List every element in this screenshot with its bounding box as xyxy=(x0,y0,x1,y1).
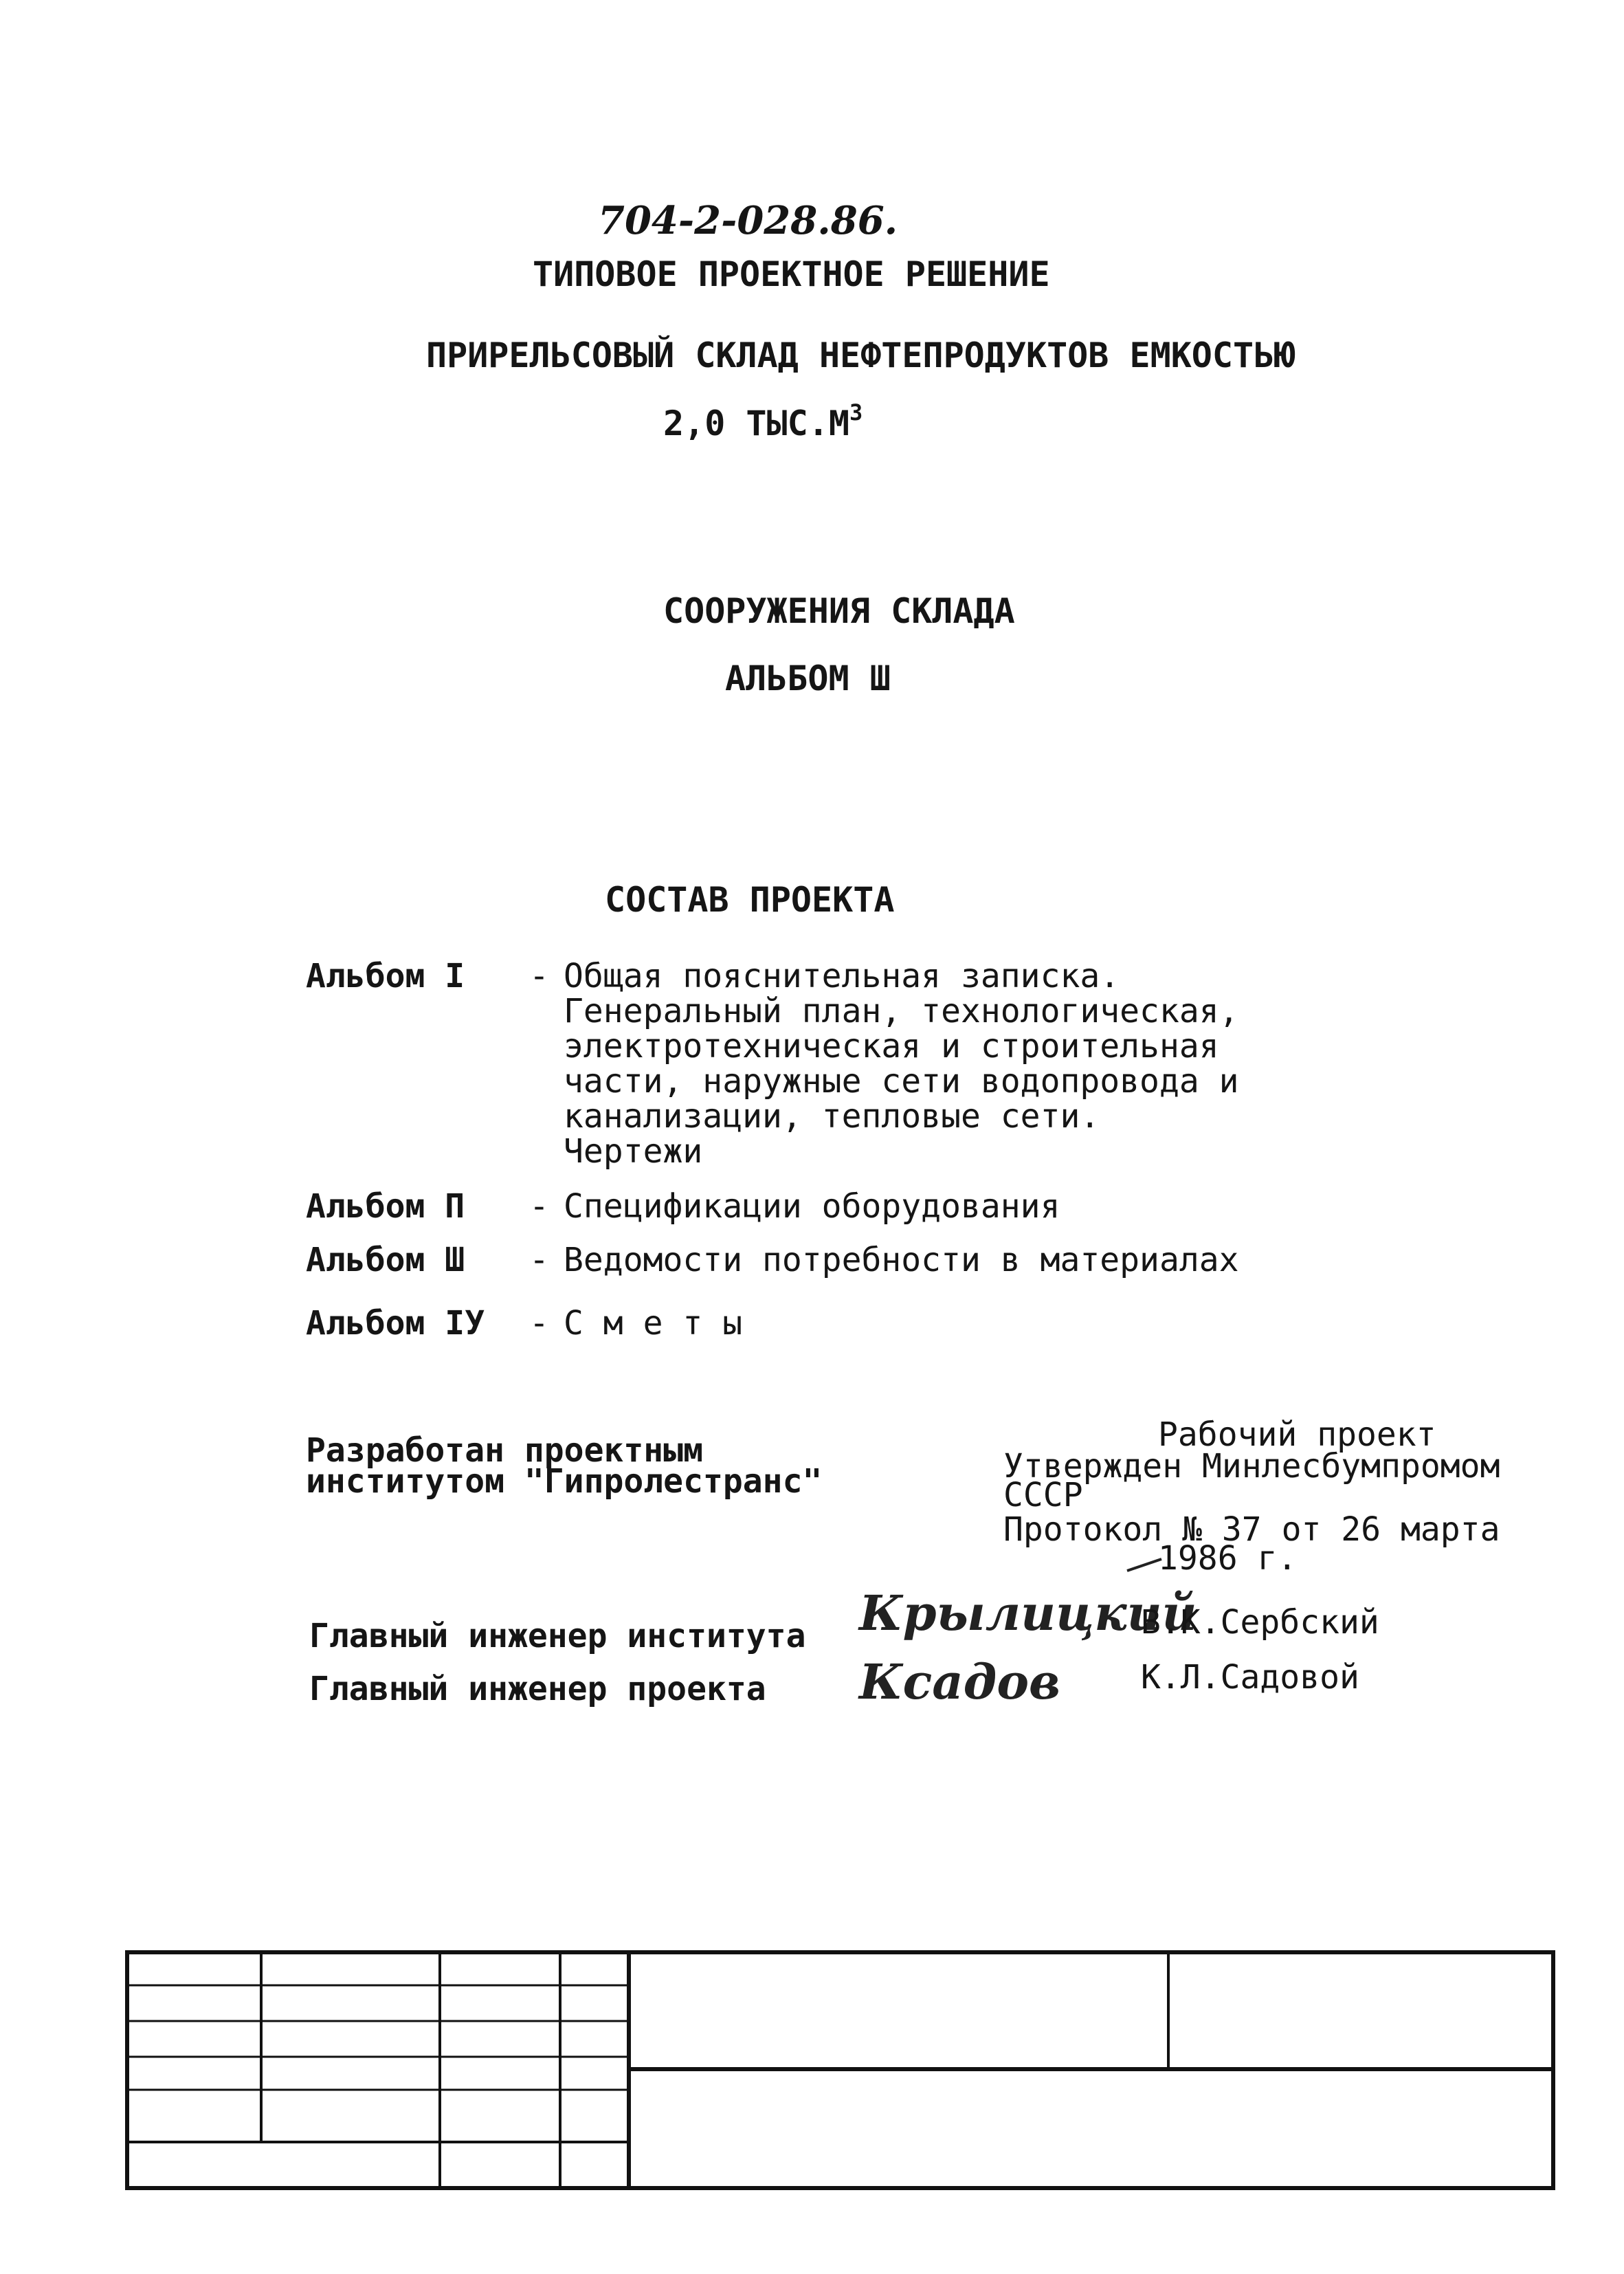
album-dash: - xyxy=(529,1241,549,1279)
album-name: Альбом IУ xyxy=(306,1304,485,1343)
approval-line3: СССР xyxy=(1003,1476,1083,1514)
approval-line4: Протокол № 37 от 26 марта xyxy=(1003,1510,1500,1549)
project-title-capacity: 2,0 ТЫС.М xyxy=(663,404,849,443)
approval-line1: Рабочий проект xyxy=(1158,1415,1436,1454)
album-name: Альбом I xyxy=(306,957,465,995)
project-title-unit-superscript: 3 xyxy=(849,399,863,426)
album-name: Альбом Ш xyxy=(306,1241,465,1279)
signature-name: В.К.Сербский xyxy=(1141,1603,1379,1642)
approval-line5: 1986 г. xyxy=(1158,1539,1298,1578)
album-description-line: канализации, тепловые сети. xyxy=(564,1097,1100,1136)
signature-name: К.Л.Садовой xyxy=(1141,1658,1359,1697)
album-dash: - xyxy=(529,1304,549,1343)
signature-role: Главный инженер института xyxy=(309,1617,806,1655)
album-description-line: Генеральный план, технологическая, xyxy=(564,992,1239,1030)
album-description-line: Ведомости потребности в материалах xyxy=(564,1241,1239,1279)
album-name: Альбом П xyxy=(306,1187,465,1226)
album-title: АЛЬБОМ Ш xyxy=(725,659,891,698)
signature-role: Главный инженер проекта xyxy=(309,1670,766,1708)
album-description-line: Чертежи xyxy=(564,1132,703,1171)
document-number: 704-2-028.86. xyxy=(598,198,898,243)
developer-line1: Разработан проектным xyxy=(306,1431,703,1470)
album-description-line: электротехническая и строительная xyxy=(564,1027,1219,1066)
album-description-line: Спецификации оборудования xyxy=(564,1187,1060,1226)
approval-line2: Утвержден Минлесбумпромом xyxy=(1003,1447,1500,1486)
decision-type: ТИПОВОЕ ПРОЕКТНОЕ РЕШЕНИЕ xyxy=(533,254,1050,294)
handwritten-signature: Крылицкий xyxy=(859,1585,1197,1642)
composition-heading: СОСТАВ ПРОЕКТА xyxy=(605,880,895,920)
project-title-line1: ПРИРЕЛЬСОВЫЙ СКЛАД НЕФТЕПРОДУКТОВ ЕМКОСТЬЮ xyxy=(426,335,1295,375)
album-description-line: Общая пояснительная записка. xyxy=(564,957,1120,995)
album-dash: - xyxy=(529,1187,549,1226)
album-dash: - xyxy=(529,957,549,995)
section-title: СООРУЖЕНИЯ СКЛАДА xyxy=(663,591,1015,631)
developer-line2: институтом "Гипролестранс" xyxy=(306,1462,823,1501)
album-description-line: С м е т ы xyxy=(564,1304,743,1343)
handwritten-signature: Ксадов xyxy=(859,1653,1060,1710)
album-description-line: части, наружные сети водопровода и xyxy=(564,1062,1239,1101)
